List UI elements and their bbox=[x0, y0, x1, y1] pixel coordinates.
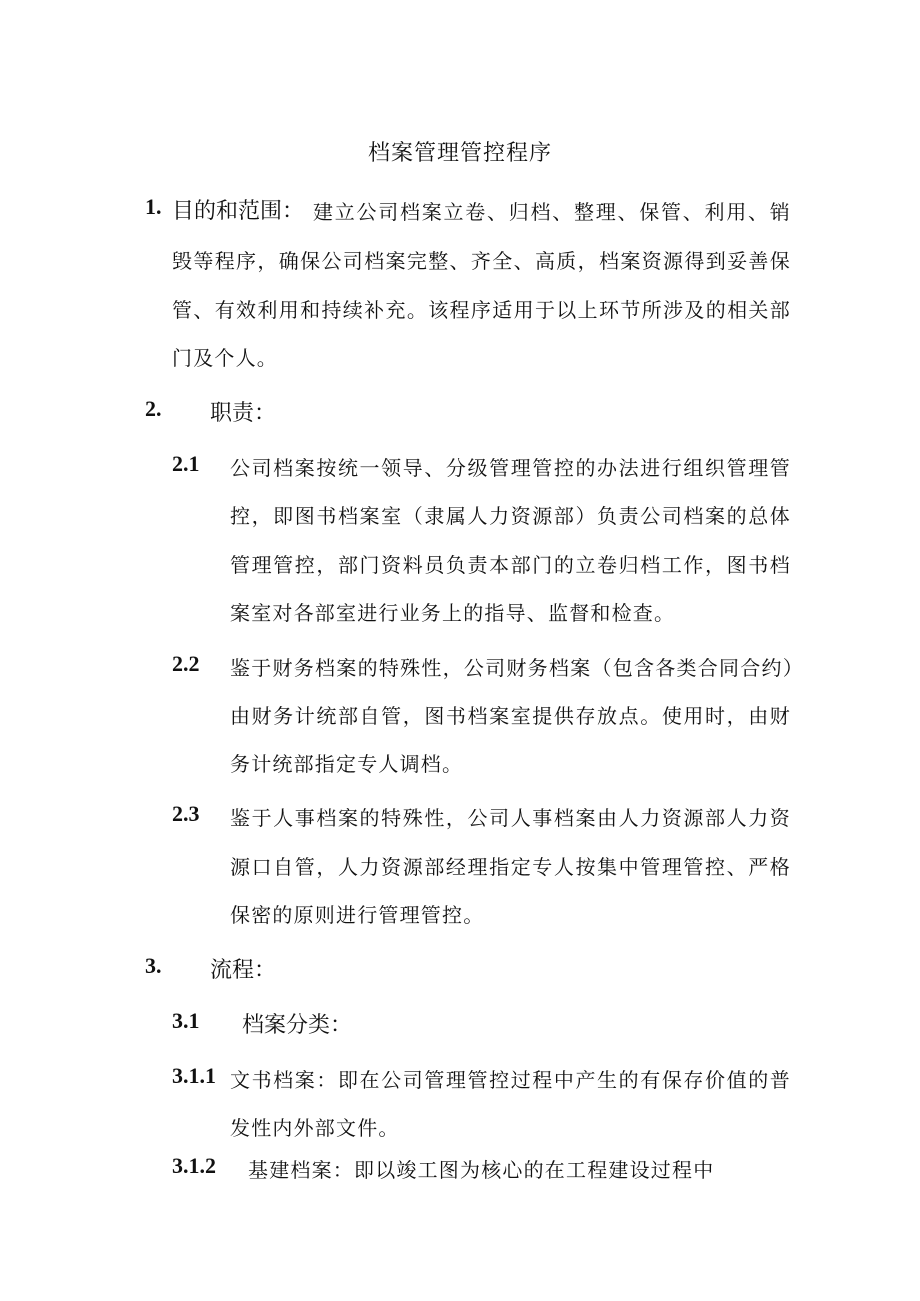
section-2-3-line: 鉴于人事档案的特殊性，公司人事档案由人力资源部人力资 bbox=[230, 806, 791, 830]
section-1-line: 毁等程序，确保公司档案完整、齐全、高质，档案资源得到妥善保 bbox=[172, 249, 791, 273]
section-2-1-number: 2.1 bbox=[172, 451, 200, 476]
section-1-number: 1. bbox=[145, 194, 162, 219]
section-3-heading: 流程： bbox=[210, 958, 277, 983]
section-2-1-line: 管理管控，部门资料员负责本部门的立卷归档工作，图书档 bbox=[230, 553, 791, 577]
section-3-1-1-line: 发性内外部文件。 bbox=[230, 1116, 400, 1140]
section-1-line: 建立公司档案立卷、归档、整理、保管、利用、销 bbox=[313, 200, 791, 224]
section-3-1-1-number: 3.1.1 bbox=[172, 1063, 216, 1088]
section-2-1-line: 控，即图书档案室（隶属人力资源部）负责公司档案的总体 bbox=[230, 504, 791, 528]
section-3-1-2-number: 3.1.2 bbox=[172, 1153, 216, 1178]
section-2-3-line: 保密的原则进行管理管控。 bbox=[230, 903, 485, 927]
section-3-1-heading: 档案分类： bbox=[242, 1013, 353, 1038]
section-2-2-line: 务计统部指定专人调档。 bbox=[230, 752, 464, 776]
section-2-2-number: 2.2 bbox=[172, 651, 200, 676]
section-2-1-line: 公司档案按统一领导、分级管理管控的办法进行组织管理管 bbox=[230, 456, 791, 480]
section-2-1-line: 案室对各部室进行业务上的指导、监督和检查。 bbox=[230, 601, 676, 625]
document-title: 档案管理管控程序 bbox=[367, 141, 552, 166]
section-2-heading: 职责： bbox=[210, 401, 277, 426]
section-3-1-2-line: 基建档案：即以竣工图为核心的在工程建设过程中 bbox=[248, 1158, 715, 1182]
section-2-3-line: 源口自管，人力资源部经理指定专人按集中管理管控、严格 bbox=[230, 855, 791, 879]
section-1-line: 管、有效利用和持续补充。该程序适用于以上环节所涉及的相关部 bbox=[172, 298, 791, 322]
section-3-number: 3. bbox=[145, 953, 162, 978]
section-2-3-number: 2.3 bbox=[172, 801, 200, 826]
section-1-line: 门及个人。 bbox=[172, 346, 278, 370]
section-3-1-number: 3.1 bbox=[172, 1008, 200, 1033]
section-1-heading: 目的和范围： bbox=[172, 199, 305, 224]
section-2-number: 2. bbox=[145, 396, 162, 421]
section-3-1-1-line: 文书档案：即在公司管理管控过程中产生的有保存价值的普 bbox=[230, 1068, 791, 1092]
section-2-2-line: 鉴于财务档案的特殊性，公司财务档案（包含各类合同合约） bbox=[230, 656, 804, 680]
section-2-2-line: 由财务计统部自管，图书档案室提供存放点。使用时，由财 bbox=[230, 704, 791, 728]
